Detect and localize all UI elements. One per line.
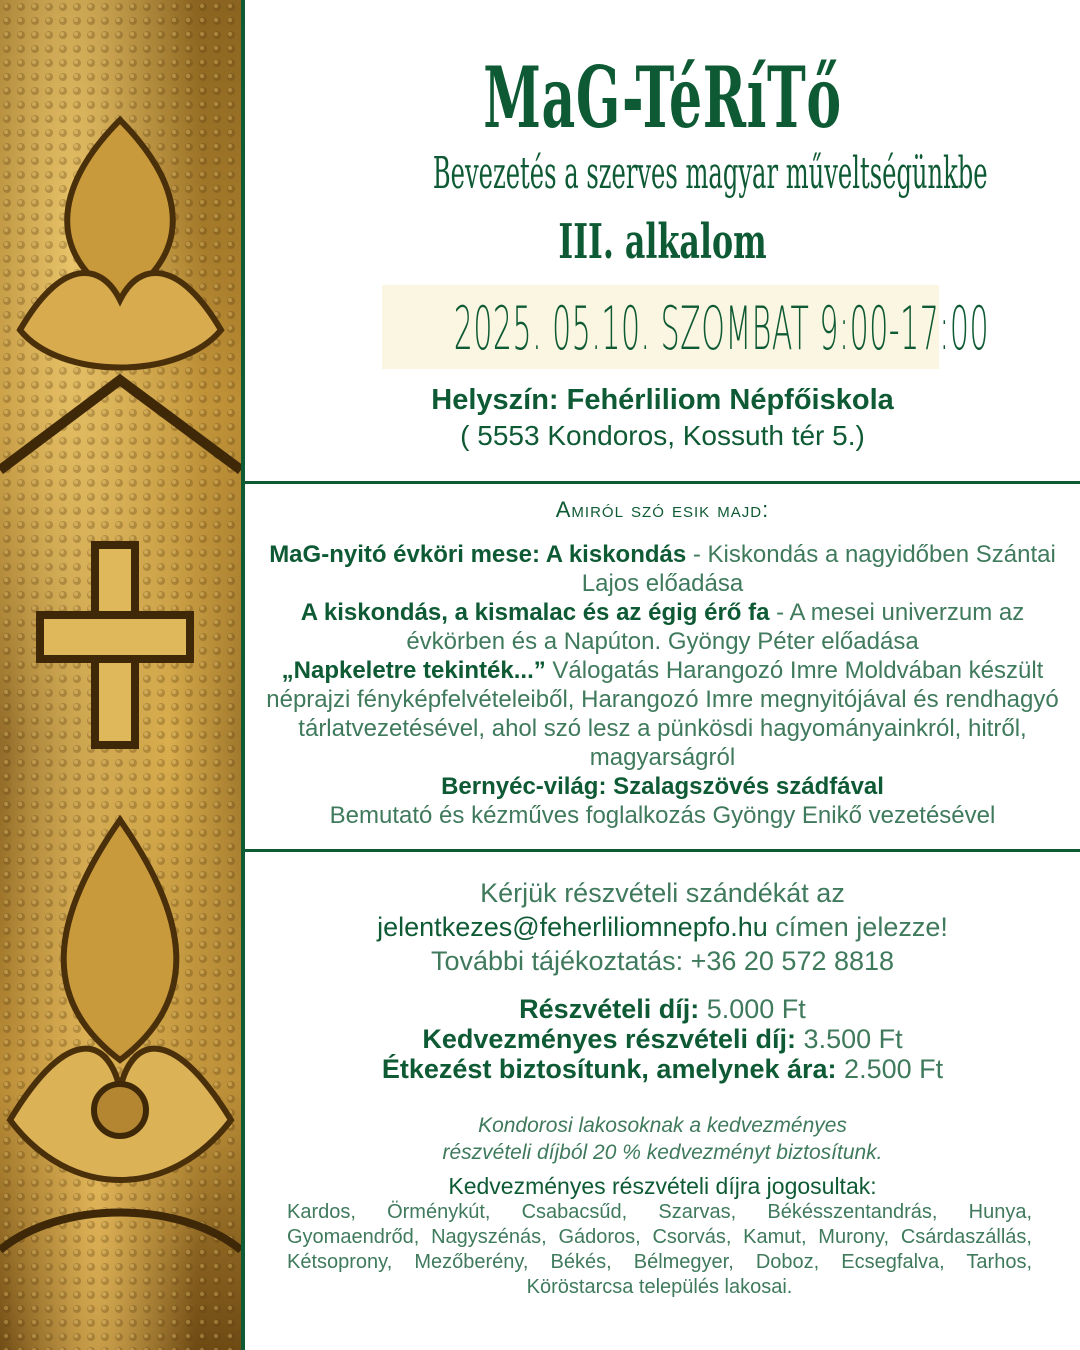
page-title: MaG-TéRíTő [483,48,842,147]
registration-line: Kérjük részvételi szándékát az [480,878,845,908]
ornament-pattern-icon [0,0,241,1350]
fee-reduced: Kedvezményes részvételi díj: 3.500 Ft [422,1024,903,1054]
list-item: MaG-nyitó évköri mese: A kiskondás - Kiskondás a nagyidőben Szántai Lajos előadása [269,541,1056,597]
poster-content [245,0,1080,1350]
topics-list [265,540,1060,830]
ornament-artwork [0,0,241,1350]
registration-info [245,876,1080,978]
topics-heading: Amiról szó esik majd: [555,497,770,522]
occasion-label: III. alkalom [558,214,767,270]
list-item: „Napkeletre tekinték...” Válogatás Harangozó Imre Moldvában készült néprajzi fényképfelvételeiből, Harangozó Imre megnyitójával és rendhagyó tárlatvezetésével, ahol szó lesz a pünkösdi hagyományainkról, hitről, magyarságról [266,657,1059,771]
venue-name: Helyszín: Fehérliliom Népfőiskola [431,384,894,416]
event-datetime: 2025. 05.10. SZOMBAT 9:00-17:00 [453,294,990,364]
fee-regular: Részvételi díj: 5.000 Ft [519,994,806,1024]
list-item: A kiskondás, a kismalac és az égig érő fa - A mesei univerzum az évkörben és a Napúton. Gyöngy Péter előadása [300,599,1025,655]
eligible-heading: Kedvezményes részvételi díjra jogosultak: [448,1173,877,1199]
eligible-settlements: Kardos, Örménykút, Csabacsűd, Szarvas, Békésszentandrás, Hunya, Gyomaendrőd, Nagyszénás, Gádoros, Csorvás, Kamut, Murony, Csárdaszállás, Kétsoprony, Mezőberény, Békés, Bélmegyer, Doboz, Ecsegfalva, Tarhos, Köröstarcsa település lakosai. [287,1201,1032,1298]
venue-address: ( 5553 Kondoros, Kossuth tér 5.) [460,420,865,451]
fee-meal: Étkezést biztosítunk, amelynek ára: 2.500 Ft [381,1054,944,1084]
discount-note: Kondorosi lakosoknak a kedvezményes részvételi díjból 20 % kedvezményt biztosítunk. [442,1114,883,1164]
registration-email-line: jelentkezes@feherliliomnepfo.hu címen jelezze! [377,912,948,942]
fees-block [245,994,1080,1084]
contact-phone: További tájékoztatás: +36 20 572 8818 [430,946,895,976]
divider-bottom [245,849,1080,852]
email-link[interactable]: jelentkezes@feherliliomnepfo.hu [377,912,768,942]
subtitle: Bevezetés a szerves magyar műveltségünkbe [432,148,988,199]
divider-top [245,481,1080,484]
list-item: Bernyéc-világ: Szalagszövés szádfával Bemutató és kézműves foglalkozás Gyöngy Enikő vezetésével [329,773,996,829]
